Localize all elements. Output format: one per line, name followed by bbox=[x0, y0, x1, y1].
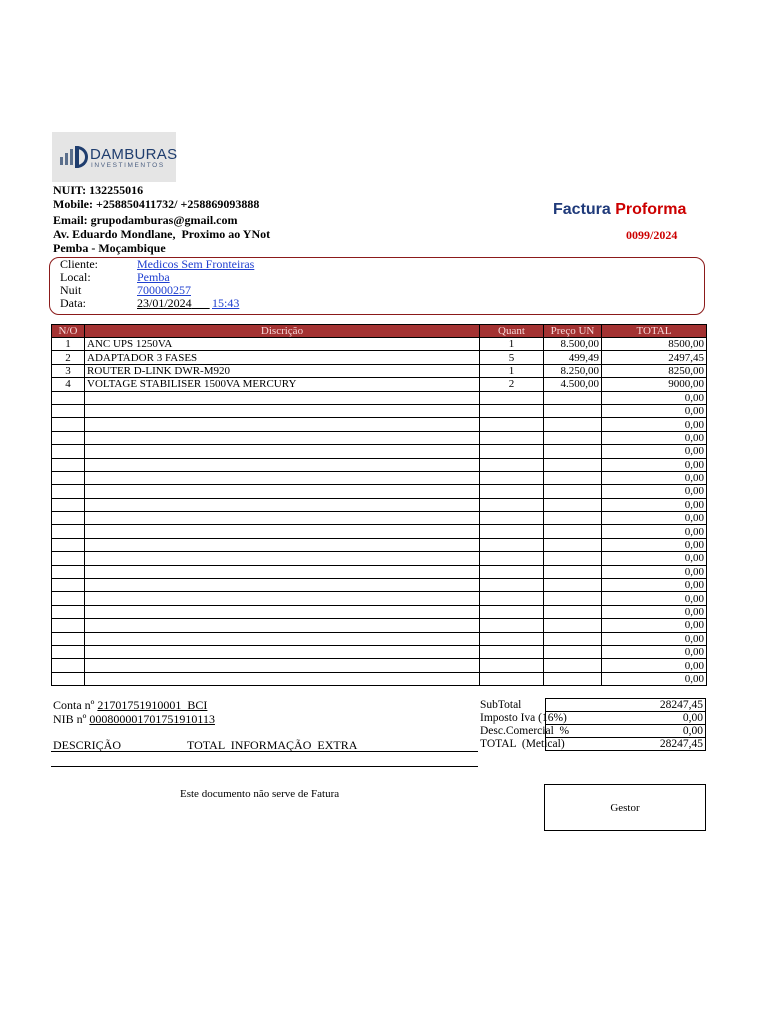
item-total: 0,00 bbox=[602, 592, 707, 605]
discount-value: 0,00 bbox=[546, 725, 706, 738]
item-total: 0,00 bbox=[602, 645, 707, 658]
item-quantity bbox=[480, 391, 544, 404]
item-total: 0,00 bbox=[602, 659, 707, 672]
item-unit-price: 4.500,00 bbox=[544, 378, 602, 391]
extra-total-info-label: TOTAL INFORMAÇÃO EXTRA bbox=[187, 738, 358, 752]
client-label: Cliente: bbox=[60, 257, 98, 271]
title-word-proforma: Proforma bbox=[615, 201, 687, 218]
table-row bbox=[52, 645, 707, 658]
item-unit-price bbox=[544, 659, 602, 672]
client-local-link[interactable]: Pemba bbox=[137, 270, 170, 284]
bank-nib-label: NIB nº bbox=[53, 712, 87, 726]
table-row bbox=[52, 391, 707, 404]
invoice-notice: Este documento não serve de Fatura bbox=[180, 788, 340, 800]
item-number bbox=[52, 431, 85, 444]
company-logo bbox=[52, 132, 176, 182]
client-date-value: 23/01/2024 bbox=[137, 296, 192, 310]
item-total: 0,00 bbox=[602, 552, 707, 565]
item-total: 0,00 bbox=[602, 445, 707, 458]
item-description bbox=[85, 485, 480, 498]
item-quantity bbox=[480, 445, 544, 458]
item-number bbox=[52, 565, 85, 578]
item-description bbox=[85, 552, 480, 565]
item-total: 8500,00 bbox=[602, 338, 707, 351]
table-row bbox=[52, 552, 707, 565]
bank-account-value: 21701751910001 BCI bbox=[97, 698, 208, 712]
header-number: N/O bbox=[52, 325, 85, 338]
nuit-label: Nuit bbox=[60, 283, 82, 297]
item-total: 0,00 bbox=[602, 391, 707, 404]
table-row bbox=[52, 538, 707, 551]
item-unit-price bbox=[544, 445, 602, 458]
table-row bbox=[52, 458, 707, 471]
client-nuit-link[interactable]: 700000257 bbox=[137, 283, 191, 297]
item-quantity bbox=[480, 552, 544, 565]
item-number bbox=[52, 471, 85, 484]
item-unit-price bbox=[544, 619, 602, 632]
item-unit-price: 8.500,00 bbox=[544, 338, 602, 351]
item-description bbox=[85, 659, 480, 672]
item-number bbox=[52, 525, 85, 538]
title-word-factura: Factura bbox=[553, 201, 611, 218]
table-row bbox=[52, 445, 707, 458]
item-quantity bbox=[480, 498, 544, 511]
item-unit-price bbox=[544, 579, 602, 592]
header-total: TOTAL bbox=[602, 325, 707, 338]
table-row bbox=[52, 418, 707, 431]
item-quantity: 5 bbox=[480, 351, 544, 364]
item-number bbox=[52, 391, 85, 404]
item-total: 8250,00 bbox=[602, 364, 707, 377]
item-unit-price bbox=[544, 418, 602, 431]
item-unit-price bbox=[544, 431, 602, 444]
item-number bbox=[52, 498, 85, 511]
divider-line bbox=[51, 751, 478, 752]
item-quantity bbox=[480, 538, 544, 551]
company-mobile: Mobile: +258850411732/ +258869093888 bbox=[53, 197, 260, 211]
item-unit-price bbox=[544, 458, 602, 471]
company-nuit: NUIT: 132255016 bbox=[53, 183, 144, 197]
local-label: Local: bbox=[60, 270, 91, 284]
client-time-link[interactable]: 15:43 bbox=[212, 296, 240, 310]
item-number: 2 bbox=[52, 351, 85, 364]
item-unit-price bbox=[544, 391, 602, 404]
item-quantity bbox=[480, 431, 544, 444]
item-description bbox=[85, 431, 480, 444]
item-quantity bbox=[480, 471, 544, 484]
item-number bbox=[52, 458, 85, 471]
item-total: 0,00 bbox=[602, 525, 707, 538]
item-unit-price bbox=[544, 632, 602, 645]
item-total: 0,00 bbox=[602, 538, 707, 551]
client-name-link[interactable]: Medicos Sem Fronteiras bbox=[137, 257, 255, 271]
item-description: ADAPTADOR 3 FASES bbox=[85, 351, 480, 364]
document-title bbox=[553, 201, 686, 219]
document-number: 0099/2024 bbox=[626, 228, 678, 242]
item-quantity bbox=[480, 579, 544, 592]
item-quantity bbox=[480, 404, 544, 417]
item-total: 0,00 bbox=[602, 404, 707, 417]
item-total: 0,00 bbox=[602, 605, 707, 618]
item-description bbox=[85, 458, 480, 471]
item-quantity bbox=[480, 525, 544, 538]
header-description: Discrição bbox=[85, 325, 480, 338]
item-unit-price bbox=[544, 512, 602, 525]
item-quantity bbox=[480, 512, 544, 525]
header-quantity: Quant bbox=[480, 325, 544, 338]
table-row bbox=[52, 431, 707, 444]
item-description bbox=[85, 619, 480, 632]
item-description bbox=[85, 579, 480, 592]
item-unit-price bbox=[544, 404, 602, 417]
item-description bbox=[85, 645, 480, 658]
item-description bbox=[85, 512, 480, 525]
item-number bbox=[52, 485, 85, 498]
table-row bbox=[52, 338, 707, 351]
item-description bbox=[85, 445, 480, 458]
items-header-row bbox=[52, 325, 707, 338]
item-description bbox=[85, 672, 480, 685]
item-unit-price bbox=[544, 538, 602, 551]
table-row bbox=[52, 619, 707, 632]
grand-total-label: TOTAL (Metical) bbox=[480, 738, 565, 750]
table-row bbox=[52, 364, 707, 377]
item-number bbox=[52, 632, 85, 645]
item-unit-price bbox=[544, 592, 602, 605]
item-unit-price: 499,49 bbox=[544, 351, 602, 364]
item-number bbox=[52, 512, 85, 525]
item-quantity bbox=[480, 458, 544, 471]
bank-nib bbox=[53, 712, 215, 727]
item-description bbox=[85, 471, 480, 484]
item-description: ANC UPS 1250VA bbox=[85, 338, 480, 351]
table-row bbox=[52, 632, 707, 645]
item-quantity bbox=[480, 645, 544, 658]
logo-d-mark bbox=[75, 146, 88, 168]
divider-line bbox=[51, 766, 478, 767]
bank-nib-value: 000800001701751910113 bbox=[89, 712, 215, 726]
item-quantity bbox=[480, 672, 544, 685]
date-label: Data: bbox=[60, 296, 86, 310]
item-total: 0,00 bbox=[602, 498, 707, 511]
item-quantity bbox=[480, 485, 544, 498]
item-total: 0,00 bbox=[602, 418, 707, 431]
item-total: 9000,00 bbox=[602, 378, 707, 391]
totals-table bbox=[545, 698, 706, 751]
tax-value: 0,00 bbox=[546, 712, 706, 725]
discount-label: Desc.Comercial % bbox=[480, 725, 570, 737]
grand-total-value: 28247,45 bbox=[546, 738, 706, 751]
table-row bbox=[52, 378, 707, 391]
table-row bbox=[52, 672, 707, 685]
item-unit-price bbox=[544, 498, 602, 511]
items-table bbox=[51, 324, 707, 686]
item-total: 0,00 bbox=[602, 672, 707, 685]
item-number bbox=[52, 605, 85, 618]
item-description bbox=[85, 404, 480, 417]
item-quantity bbox=[480, 565, 544, 578]
item-number bbox=[52, 659, 85, 672]
item-total: 0,00 bbox=[602, 632, 707, 645]
item-unit-price bbox=[544, 672, 602, 685]
item-description bbox=[85, 538, 480, 551]
table-row bbox=[52, 659, 707, 672]
item-number bbox=[52, 619, 85, 632]
item-total: 0,00 bbox=[602, 485, 707, 498]
item-description bbox=[85, 418, 480, 431]
item-number bbox=[52, 645, 85, 658]
item-number bbox=[52, 404, 85, 417]
item-number: 4 bbox=[52, 378, 85, 391]
table-row bbox=[52, 579, 707, 592]
item-description bbox=[85, 391, 480, 404]
table-row bbox=[52, 605, 707, 618]
table-row bbox=[52, 592, 707, 605]
item-number bbox=[52, 418, 85, 431]
table-row bbox=[52, 471, 707, 484]
item-description bbox=[85, 565, 480, 578]
item-number: 1 bbox=[52, 338, 85, 351]
item-unit-price bbox=[544, 605, 602, 618]
company-email: Email: grupodamburas@gmail.com bbox=[53, 213, 238, 227]
table-row bbox=[52, 565, 707, 578]
company-city: Pemba - Moçambique bbox=[53, 241, 166, 255]
company-address: Av. Eduardo Mondlane, Proximo ao YNot bbox=[53, 227, 271, 241]
table-row bbox=[52, 512, 707, 525]
item-description bbox=[85, 605, 480, 618]
table-row bbox=[52, 404, 707, 417]
item-quantity bbox=[480, 418, 544, 431]
item-quantity: 1 bbox=[480, 364, 544, 377]
subtotal-label: SubTotal bbox=[480, 699, 522, 711]
item-number bbox=[52, 445, 85, 458]
item-description: ROUTER D-LINK DWR-M920 bbox=[85, 364, 480, 377]
item-number bbox=[52, 592, 85, 605]
item-unit-price bbox=[544, 645, 602, 658]
item-description: VOLTAGE STABILISER 1500VA MERCURY bbox=[85, 378, 480, 391]
item-total: 0,00 bbox=[602, 431, 707, 444]
bank-account bbox=[53, 698, 207, 713]
item-number bbox=[52, 672, 85, 685]
item-total: 0,00 bbox=[602, 579, 707, 592]
table-row bbox=[52, 485, 707, 498]
client-date bbox=[137, 297, 210, 310]
item-quantity bbox=[480, 659, 544, 672]
bank-account-label: Conta nº bbox=[53, 698, 95, 712]
table-row bbox=[52, 525, 707, 538]
subtotal-value: 28247,45 bbox=[546, 699, 706, 712]
item-number: 3 bbox=[52, 364, 85, 377]
item-total: 0,00 bbox=[602, 619, 707, 632]
item-description bbox=[85, 632, 480, 645]
item-unit-price bbox=[544, 471, 602, 484]
item-quantity bbox=[480, 619, 544, 632]
extra-description-label: DESCRIÇÃO bbox=[53, 738, 122, 752]
table-row bbox=[52, 351, 707, 364]
item-description bbox=[85, 525, 480, 538]
item-number bbox=[52, 579, 85, 592]
tax-label: Imposto Iva (16%) bbox=[480, 712, 567, 724]
item-unit-price bbox=[544, 485, 602, 498]
item-unit-price bbox=[544, 565, 602, 578]
item-total: 2497,45 bbox=[602, 351, 707, 364]
item-description bbox=[85, 592, 480, 605]
table-row bbox=[52, 498, 707, 511]
item-quantity: 2 bbox=[480, 378, 544, 391]
item-total: 0,00 bbox=[602, 512, 707, 525]
item-quantity bbox=[480, 592, 544, 605]
item-total: 0,00 bbox=[602, 565, 707, 578]
item-number bbox=[52, 552, 85, 565]
item-unit-price bbox=[544, 525, 602, 538]
header-unit-price: Preço UN bbox=[544, 325, 602, 338]
item-quantity: 1 bbox=[480, 338, 544, 351]
item-unit-price: 8.250,00 bbox=[544, 364, 602, 377]
item-total: 0,00 bbox=[602, 471, 707, 484]
item-unit-price bbox=[544, 552, 602, 565]
gestor-signature-box bbox=[544, 784, 706, 831]
item-quantity bbox=[480, 632, 544, 645]
gestor-label: Gestor bbox=[610, 802, 640, 814]
logo-subtitle: INVESTIMENTOS bbox=[91, 162, 165, 169]
item-quantity bbox=[480, 605, 544, 618]
item-number bbox=[52, 538, 85, 551]
logo-name: DAMBURAS bbox=[90, 146, 178, 163]
item-description bbox=[85, 498, 480, 511]
item-total: 0,00 bbox=[602, 458, 707, 471]
